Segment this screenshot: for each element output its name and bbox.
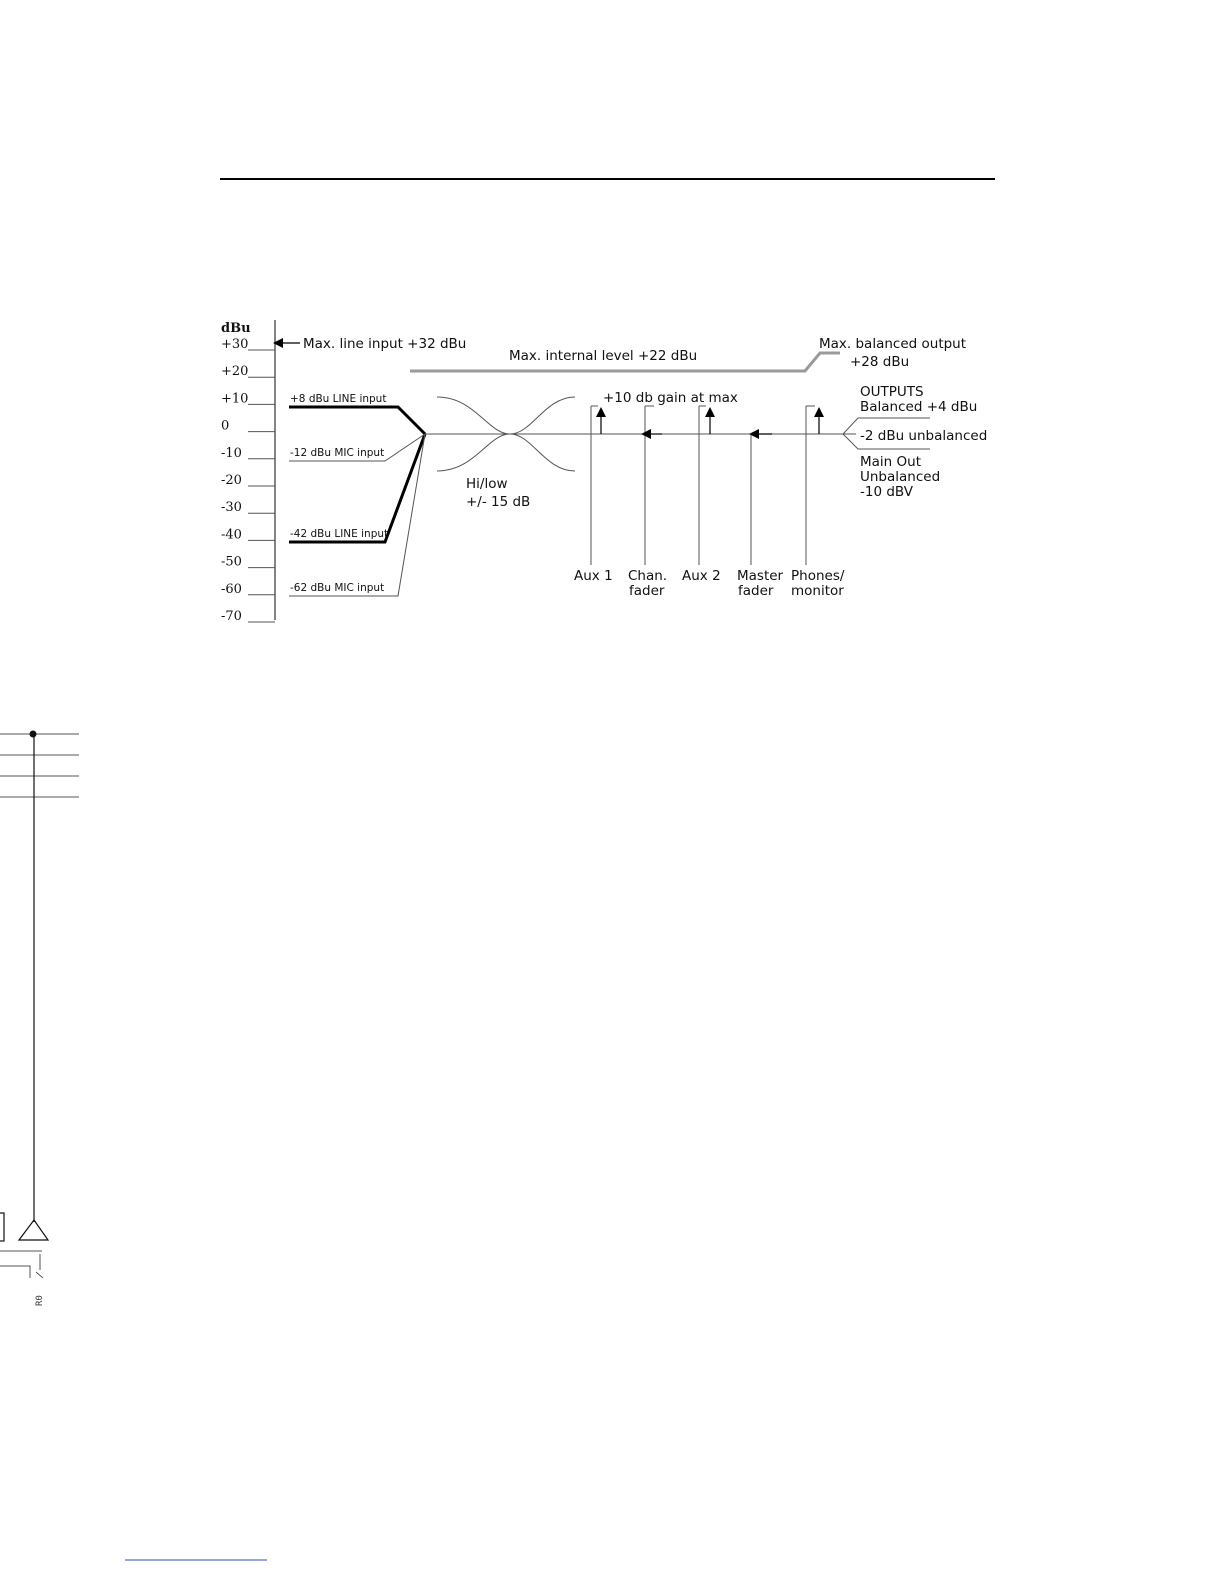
scale-tick-label: -40 <box>221 527 242 543</box>
eq-label-2: +/- 15 dB <box>466 494 531 510</box>
scale-tick-label: -30 <box>221 500 242 516</box>
scale-tick-label: -70 <box>221 609 242 624</box>
schematic-fragment <box>0 731 79 1307</box>
stage-label-master-fader-2: fader <box>738 583 774 599</box>
eq-cut-curve <box>437 434 575 471</box>
stage-label-phones-2: monitor <box>791 583 844 599</box>
gain-at-max-label: +10 db gain at max <box>603 390 738 406</box>
scale-tick-label: -50 <box>221 554 242 570</box>
stage-label-chan-fader-1: Chan. <box>628 568 668 584</box>
input-label-mic-minus62: -62 dBu MIC input <box>290 582 385 594</box>
max-balanced-output-label-2: +28 dBu <box>850 354 910 370</box>
scale-tick-label: -10 <box>221 445 242 461</box>
scale-tick-label: +20 <box>221 364 249 380</box>
main-out-label-2: Unbalanced <box>860 469 941 485</box>
main-out-label-1: Main Out <box>860 454 921 470</box>
stage-label-aux1: Aux 1 <box>574 568 613 584</box>
unbalanced-output-label: -2 dBu unbalanced <box>860 428 988 444</box>
outputs-label-2: Balanced +4 dBu <box>860 399 978 415</box>
dbu-scale <box>221 320 275 624</box>
scale-tick-label: -60 <box>221 581 242 597</box>
input-label-line-minus42: -42 dBu LINE input <box>290 528 389 540</box>
eq-label-1: Hi/low <box>466 476 508 492</box>
schematic-label: R0 <box>35 1295 45 1306</box>
scale-tick-label: 0 <box>221 418 230 434</box>
input-label-line-plus8: +8 dBu LINE input <box>290 393 387 405</box>
stage-label-phones-1: Phones/ <box>791 568 845 584</box>
max-line-input-label: Max. line input +32 dBu <box>303 336 467 352</box>
junction-dot <box>30 731 37 738</box>
scale-tick-label: +30 <box>221 337 249 352</box>
schematic-wires <box>0 1251 43 1278</box>
main-out-label-3: -10 dBV <box>860 484 913 500</box>
outputs-label-1: OUTPUTS <box>860 384 924 400</box>
max-balanced-output-label-1: Max. balanced output <box>819 336 967 352</box>
stage-label-chan-fader-2: fader <box>629 583 665 599</box>
max-internal-level-label: Max. internal level +22 dBu <box>509 348 698 364</box>
level-diagram <box>221 320 987 624</box>
scale-tick-label: +10 <box>221 391 249 407</box>
scale-tick-label: -20 <box>221 473 242 488</box>
input-label-mic-minus12: -12 dBu MIC input <box>290 447 385 459</box>
eq-boost-curve <box>437 397 575 434</box>
resistor-box <box>0 1213 4 1241</box>
op-amp-symbol <box>19 1220 48 1240</box>
line-input-plus8-path <box>289 407 425 434</box>
stage-label-master-fader-1: Master <box>737 568 784 584</box>
stage-label-aux2: Aux 2 <box>682 568 721 584</box>
scale-heading: dBu <box>221 321 251 336</box>
